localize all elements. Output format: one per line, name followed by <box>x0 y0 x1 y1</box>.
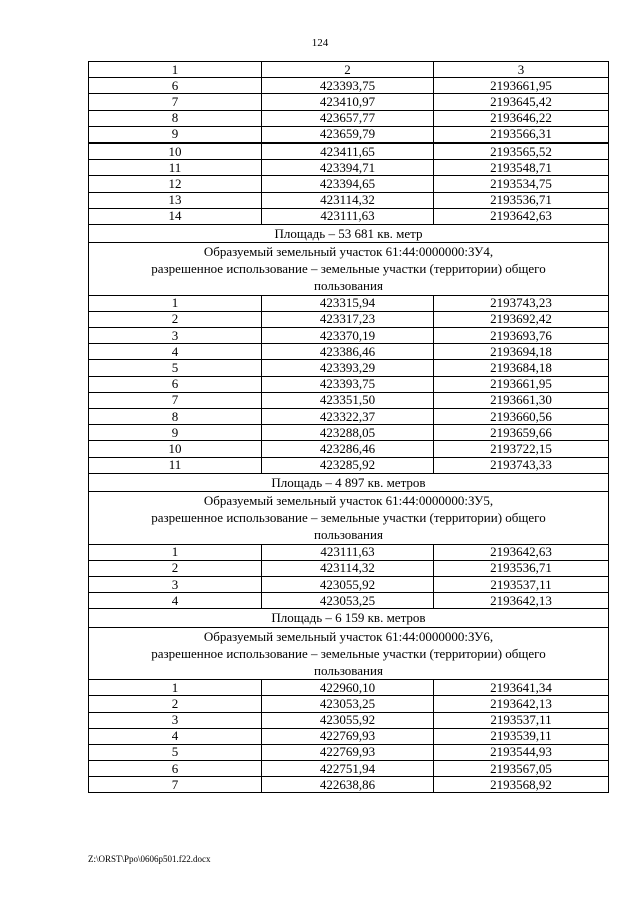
table-row <box>89 192 609 208</box>
heading-line: Образуемый земельный участок 61:44:0000000:ЗУ4, <box>203 244 494 260</box>
y-coordinate-cell: 2193534,75 <box>434 176 609 192</box>
area-row <box>89 473 609 491</box>
parcel-heading-row <box>89 491 609 544</box>
x-coordinate-cell: 423322,37 <box>262 409 434 425</box>
point-number-cell: 1 <box>89 680 262 696</box>
point-number-cell: 13 <box>89 192 262 208</box>
x-coordinate-cell: 422769,93 <box>262 728 434 744</box>
y-coordinate-cell: 2193684,18 <box>434 360 609 376</box>
table-row <box>89 761 609 777</box>
table-row <box>89 328 609 344</box>
point-number-cell: 1 <box>89 295 262 311</box>
area-cell <box>89 224 609 242</box>
point-number-cell: 3 <box>89 328 262 344</box>
heading-line: разрешенное использование – земельные участки (территории) общего <box>151 510 546 526</box>
point-number-cell: 8 <box>89 409 262 425</box>
table-row <box>89 295 609 311</box>
heading-line: пользования <box>314 662 383 678</box>
parcel-heading-cell <box>89 627 609 680</box>
table-row <box>89 457 609 473</box>
parcel-heading-row <box>89 627 609 680</box>
y-coordinate-cell: 2193544,93 <box>434 744 609 760</box>
table-header-row <box>89 62 609 78</box>
header-cell-2: 2 <box>262 62 434 78</box>
point-number-cell: 4 <box>89 593 262 609</box>
y-coordinate-cell: 2193661,30 <box>434 392 609 408</box>
point-number-cell: 8 <box>89 110 262 126</box>
point-number-cell: 6 <box>89 78 262 94</box>
header-cell-3: 3 <box>434 62 609 78</box>
area-cell <box>89 609 609 627</box>
point-number-cell: 9 <box>89 425 262 441</box>
table-row <box>89 376 609 392</box>
heading-line: Площадь – 53 681 кв. метр <box>274 225 423 241</box>
coordinates-table-body <box>89 62 609 793</box>
header-cell-1: 1 <box>89 62 262 78</box>
table-row <box>89 441 609 457</box>
table-row <box>89 126 609 143</box>
area-row <box>89 609 609 627</box>
point-number-cell: 7 <box>89 94 262 110</box>
x-coordinate-cell: 422638,86 <box>262 777 434 793</box>
y-coordinate-cell: 2193539,11 <box>434 728 609 744</box>
point-number-cell: 2 <box>89 311 262 327</box>
x-coordinate-cell: 423659,79 <box>262 126 434 143</box>
table-row <box>89 360 609 376</box>
y-coordinate-cell: 2193692,42 <box>434 311 609 327</box>
point-number-cell: 12 <box>89 176 262 192</box>
y-coordinate-cell: 2193642,13 <box>434 696 609 712</box>
x-coordinate-cell: 423411,65 <box>262 143 434 160</box>
x-coordinate-cell: 423386,46 <box>262 344 434 360</box>
x-coordinate-cell: 423393,29 <box>262 360 434 376</box>
area-cell <box>89 473 609 491</box>
table-row <box>89 311 609 327</box>
table-row <box>89 392 609 408</box>
x-coordinate-cell: 423393,75 <box>262 78 434 94</box>
y-coordinate-cell: 2193722,15 <box>434 441 609 457</box>
heading-line: разрешенное использование – земельные участки (территории) общего <box>151 261 546 277</box>
y-coordinate-cell: 2193661,95 <box>434 376 609 392</box>
x-coordinate-cell: 423111,63 <box>262 208 434 224</box>
x-coordinate-cell: 422769,93 <box>262 744 434 760</box>
table-row <box>89 560 609 576</box>
x-coordinate-cell: 423111,63 <box>262 544 434 560</box>
table-row <box>89 544 609 560</box>
page-number: 124 <box>311 37 329 49</box>
x-coordinate-cell: 422960,10 <box>262 680 434 696</box>
heading-line: разрешенное использование – земельные участки (территории) общего <box>151 645 546 661</box>
y-coordinate-cell: 2193660,56 <box>434 409 609 425</box>
x-coordinate-cell: 422751,94 <box>262 761 434 777</box>
point-number-cell: 6 <box>89 376 262 392</box>
point-number-cell: 2 <box>89 696 262 712</box>
y-coordinate-cell: 2193642,13 <box>434 593 609 609</box>
y-coordinate-cell: 2193661,95 <box>434 78 609 94</box>
point-number-cell: 7 <box>89 392 262 408</box>
y-coordinate-cell: 2193567,05 <box>434 761 609 777</box>
x-coordinate-cell: 423394,65 <box>262 176 434 192</box>
y-coordinate-cell: 2193537,11 <box>434 712 609 728</box>
y-coordinate-cell: 2193743,33 <box>434 457 609 473</box>
point-number-cell: 1 <box>89 544 262 560</box>
point-number-cell: 11 <box>89 160 262 176</box>
point-number-cell: 5 <box>89 744 262 760</box>
x-coordinate-cell: 423285,92 <box>262 457 434 473</box>
point-number-cell: 7 <box>89 777 262 793</box>
table-row <box>89 208 609 224</box>
table-row <box>89 143 609 160</box>
table-row <box>89 680 609 696</box>
parcel-heading-cell <box>89 491 609 544</box>
x-coordinate-cell: 423657,77 <box>262 110 434 126</box>
file-path-footer: Z:\ORST\Ppo\0606p501.f22.docx <box>88 854 211 864</box>
parcel-heading-row <box>89 243 609 296</box>
point-number-cell: 2 <box>89 560 262 576</box>
y-coordinate-cell: 2193646,22 <box>434 110 609 126</box>
y-coordinate-cell: 2193693,76 <box>434 328 609 344</box>
table-row <box>89 94 609 110</box>
point-number-cell: 10 <box>89 441 262 457</box>
point-number-cell: 9 <box>89 126 262 143</box>
y-coordinate-cell: 2193642,63 <box>434 544 609 560</box>
x-coordinate-cell: 423288,05 <box>262 425 434 441</box>
table-row <box>89 110 609 126</box>
table-row <box>89 576 609 592</box>
x-coordinate-cell: 423114,32 <box>262 560 434 576</box>
table-row <box>89 696 609 712</box>
table-row <box>89 78 609 94</box>
table-row <box>89 744 609 760</box>
x-coordinate-cell: 423055,92 <box>262 712 434 728</box>
point-number-cell: 3 <box>89 712 262 728</box>
y-coordinate-cell: 2193536,71 <box>434 192 609 208</box>
table-row <box>89 712 609 728</box>
y-coordinate-cell: 2193743,23 <box>434 295 609 311</box>
x-coordinate-cell: 423114,32 <box>262 192 434 208</box>
heading-line: Образуемый земельный участок 61:44:0000000:ЗУ5, <box>203 492 494 508</box>
parcel-heading-cell <box>89 243 609 296</box>
heading-line: пользования <box>314 527 383 543</box>
table-row <box>89 344 609 360</box>
x-coordinate-cell: 423286,46 <box>262 441 434 457</box>
x-coordinate-cell: 423410,97 <box>262 94 434 110</box>
point-number-cell: 10 <box>89 143 262 160</box>
x-coordinate-cell: 423053,25 <box>262 593 434 609</box>
x-coordinate-cell: 423393,75 <box>262 376 434 392</box>
heading-line: Площадь – 6 159 кв. метров <box>271 610 426 626</box>
x-coordinate-cell: 423370,19 <box>262 328 434 344</box>
x-coordinate-cell: 423053,25 <box>262 696 434 712</box>
y-coordinate-cell: 2193536,71 <box>434 560 609 576</box>
point-number-cell: 14 <box>89 208 262 224</box>
point-number-cell: 3 <box>89 576 262 592</box>
table-row <box>89 160 609 176</box>
point-number-cell: 4 <box>89 728 262 744</box>
table-row <box>89 176 609 192</box>
heading-line: Площадь – 4 897 кв. метров <box>271 474 426 490</box>
point-number-cell: 4 <box>89 344 262 360</box>
point-number-cell: 6 <box>89 761 262 777</box>
heading-line: Образуемый земельный участок 61:44:0000000:ЗУ6, <box>203 628 494 644</box>
y-coordinate-cell: 2193694,18 <box>434 344 609 360</box>
coordinates-table <box>88 61 609 793</box>
table-row <box>89 593 609 609</box>
y-coordinate-cell: 2193642,63 <box>434 208 609 224</box>
y-coordinate-cell: 2193565,52 <box>434 143 609 160</box>
y-coordinate-cell: 2193641,34 <box>434 680 609 696</box>
x-coordinate-cell: 423394,71 <box>262 160 434 176</box>
y-coordinate-cell: 2193645,42 <box>434 94 609 110</box>
y-coordinate-cell: 2193566,31 <box>434 126 609 143</box>
heading-line: пользования <box>314 278 383 294</box>
area-row <box>89 224 609 242</box>
x-coordinate-cell: 423317,23 <box>262 311 434 327</box>
table-row <box>89 728 609 744</box>
x-coordinate-cell: 423055,92 <box>262 576 434 592</box>
table-row <box>89 777 609 793</box>
point-number-cell: 5 <box>89 360 262 376</box>
x-coordinate-cell: 423351,50 <box>262 392 434 408</box>
table-row <box>89 409 609 425</box>
y-coordinate-cell: 2193548,71 <box>434 160 609 176</box>
x-coordinate-cell: 423315,94 <box>262 295 434 311</box>
y-coordinate-cell: 2193659,66 <box>434 425 609 441</box>
y-coordinate-cell: 2193537,11 <box>434 576 609 592</box>
y-coordinate-cell: 2193568,92 <box>434 777 609 793</box>
point-number-cell: 11 <box>89 457 262 473</box>
table-row <box>89 425 609 441</box>
